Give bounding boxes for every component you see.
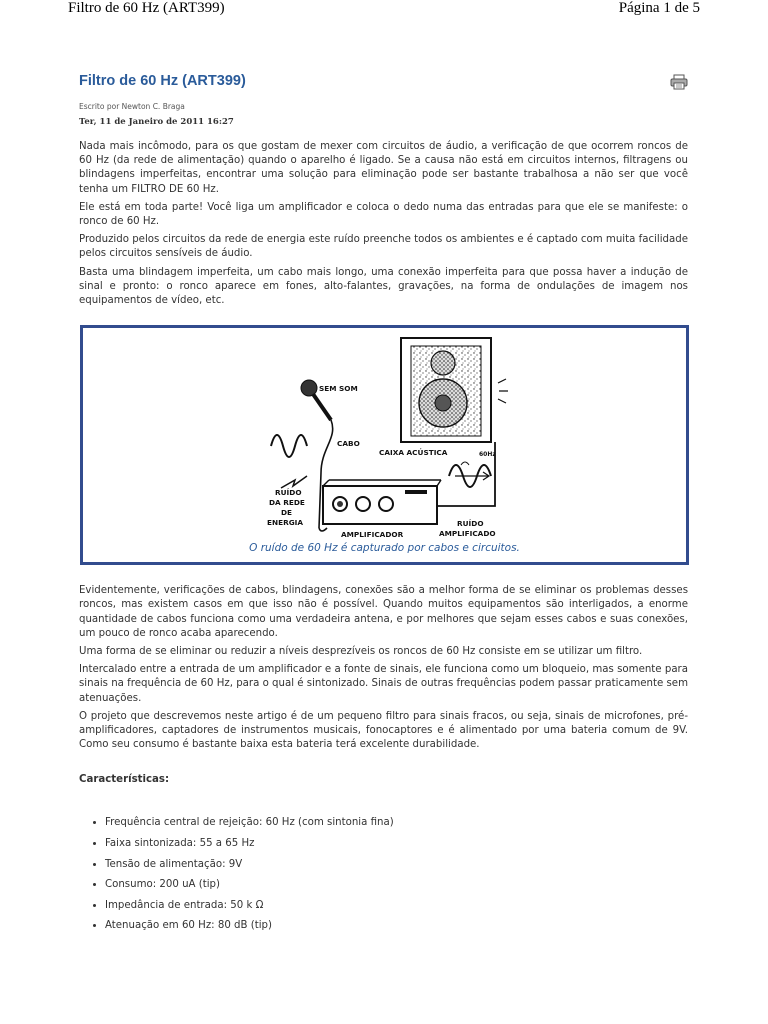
label-ruido-rede-3: DE: [281, 508, 293, 518]
features-heading: Características:: [79, 774, 170, 786]
body-paragraph-1: Evidentemente, verificações de cabos, blindagens, conexões são a melhor forma de se eliminar os problemas desses roncos, mas existem casos em que isso não é possível. Quando muitos equipamentos são interligados, a enorme quantidade de cabos funciona como uma verdadeira antena, e por melhores que sejam esses cabos e suas conexões, um pouco de ronco acaba aparecendo.: [79, 585, 688, 639]
feature-item: • Consumo: 200 uA (tip): [105, 878, 688, 892]
article-title[interactable]: Filtro de 60 Hz (ART399): [79, 73, 246, 89]
speaker-cabinet: [401, 338, 508, 442]
feature-item: • Tensão de alimentação: 9V: [105, 858, 688, 872]
intro-paragraph-4: Basta uma blindagem imperfeita, um cabo mais longo, uma conexão imperfeita para que possa haver a indução de sinal e pronto: o ronco aparece em fones, alto-falantes, gravações, na forma de ondulações de imagem nos equipamentos de vídeo, etc.: [79, 266, 688, 307]
article-date: Ter, 11 de Janeiro de 2011 16:27: [79, 117, 234, 127]
body-paragraph-3: Intercalado entre a entrada de um amplificador e a fonte de sinais, ele funciona como um bloqueio, mas somente para sinais na frequência de 60 Hz, para o qual é sintonizado. Sinais de outras frequências podem passar praticamente sem atenuações.: [79, 664, 688, 704]
hum-wave-left: [271, 435, 307, 457]
print-header: [0, 0, 768, 22]
label-ruido-amp-2: AMPLIFICADO: [439, 529, 496, 539]
label-amplificador: AMPLIFICADOR: [341, 530, 404, 540]
figure-noise-diagram: [80, 325, 689, 565]
intro-paragraph-3: Produzido pelos circuitos da rede de energia este ruído preenche todos os ambientes e é captado com muita facilidade pelos circuitos sensíveis de áudio.: [79, 234, 688, 260]
body-paragraph-4: O projeto que descrevemos neste artigo é de um pequeno filtro para sinais fracos, ou seja, sinais de microfones, pré-amplificadores, captadores de instrumentos musicais, fonocaptores e é alimentado por uma bateria comum de 9V. Como seu consumo é bastante baixa esta bateria terá excelente durabilidade.: [79, 710, 688, 751]
label-sem-som: SEM SOM: [319, 384, 358, 394]
intro-paragraph-1: Nada mais incômodo, para os que gostam de mexer com circuitos de áudio, a verificação de que ocorrem roncos de 60 Hz (da rede de alimentação) quando o aparelho é ligado. Se a causa não está em circuitos internos, filtragens ou blindagens imperfeitas, encontrar uma solução para eliminação pode ser bastante trabalhosa a não ser que você tenha um FILTRO DE 60 Hz.: [79, 141, 688, 195]
label-ruido-rede-4: ENERGIA: [267, 518, 304, 528]
feature-item: • Faixa sintonizada: 55 a 65 Hz: [105, 837, 688, 851]
label-ruido-amp-1: RUÍDO: [457, 519, 484, 529]
label-ruido-rede-1: RUÍDO: [275, 488, 302, 498]
print-icon[interactable]: [670, 74, 688, 90]
label-60hz: 60Hz: [479, 451, 496, 459]
feature-item: • Impedância de entrada: 50 k Ω: [105, 899, 688, 913]
feature-item: • Frequência central de rejeição: 60 Hz (com sintonia fina): [105, 816, 688, 830]
article: [79, 70, 688, 940]
article-author: Escrito por Newton C. Braga: [79, 102, 185, 111]
label-caixa-acustica: CAIXA ACÚSTICA: [379, 448, 448, 458]
amplifier-box: [323, 480, 441, 524]
label-cabo: CABO: [337, 439, 360, 449]
feature-item: • Atenuação em 60 Hz: 80 dB (tip): [105, 919, 688, 933]
body-paragraph-2: Uma forma de se eliminar ou reduzir a níveis desprezíveis os roncos de 60 Hz consiste em se utilizar um filtro.: [79, 646, 643, 658]
noise-illustration: [83, 328, 686, 562]
print-header-page-number: Página 1 de 5: [618, 0, 700, 16]
noise-bolt-icon: [281, 476, 307, 488]
intro-paragraph-2: Ele está em toda parte! Você liga um amplificador e coloca o dedo numa das entradas para que ele se manifeste: o ronco de 60 Hz.: [79, 201, 688, 228]
label-ruido-rede-2: DA REDE: [269, 498, 305, 508]
figure-caption: O ruído de 60 Hz é capturado por cabos e circuitos.: [249, 542, 520, 555]
features-list: [79, 816, 688, 933]
print-header-title: Filtro de 60 Hz (ART399): [68, 0, 225, 16]
